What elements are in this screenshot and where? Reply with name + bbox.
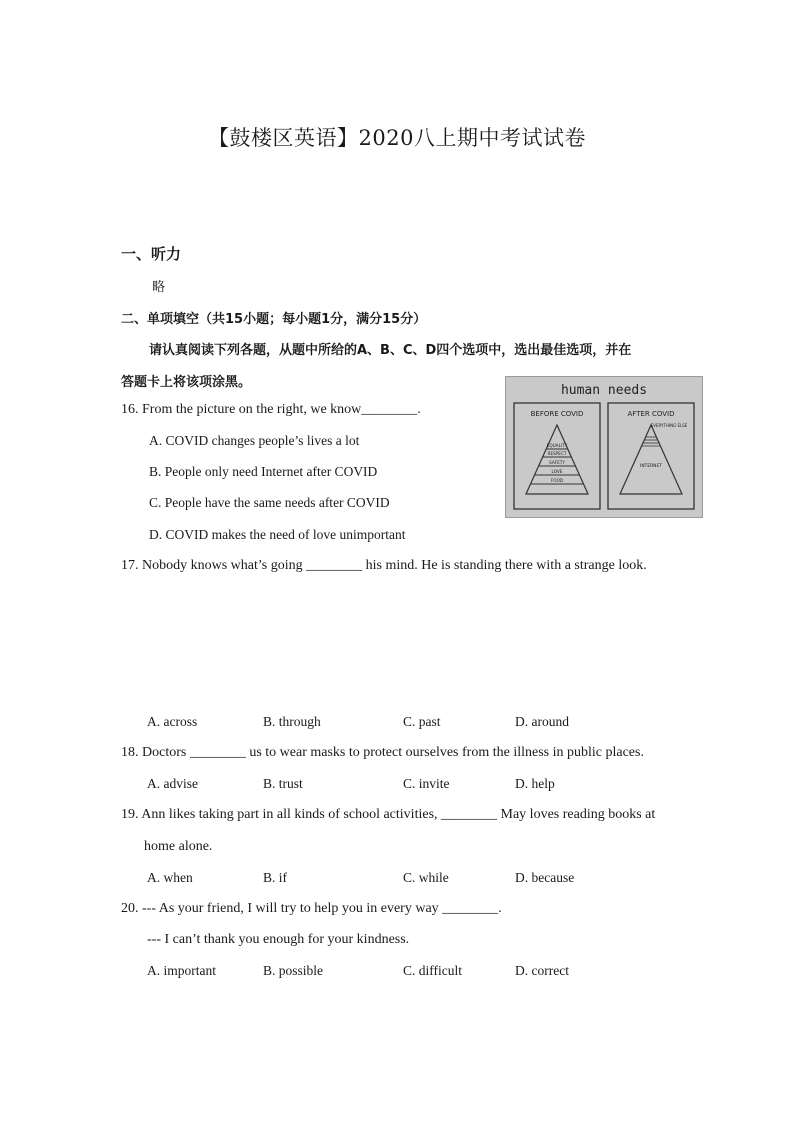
level-equality: EQUALITY [546,443,568,448]
question-19-option-b[interactable]: B. if [263,870,288,885]
level-food: FOOD [550,478,564,483]
question-20-stem-cont: --- I can’t thank you enough for your kindness. [147,932,410,947]
question-18-stem: 18. Doctors ________ us to wear masks to protect ourselves from the illness in public places. [121,745,644,760]
question-16-stem: 16. From the picture on the right, we know________. [121,402,421,417]
question-18-option-a[interactable]: A. advise [147,776,198,791]
question-17-option-b[interactable]: B. through [263,714,321,729]
question-18-option-b[interactable]: B. trust [263,776,303,791]
section-2-heading: 二、单项填空（共15小题；每小题1分，满分15分） [121,312,427,327]
level-everything-else: EVERYTHING ELSE [650,423,688,428]
question-18-option-c[interactable]: C. invite [403,776,450,791]
question-19-stem-cont: home alone. [144,839,213,854]
section-1-heading: 一、听力 [121,245,182,263]
question-17-option-a[interactable]: A. across [147,714,198,729]
question-20-option-d[interactable]: D. correct [515,963,569,978]
section-2-instruction: 请认真阅读下列各题，从题中所给的A、B、C、D四个选项中，选出最佳选项，并在 [149,343,632,358]
human-needs-figure [505,376,703,518]
level-love: LOVE [551,469,563,474]
question-16-option-c[interactable]: C. People have the same needs after COVID [149,495,390,510]
section-1-body: 略 [152,280,166,295]
question-16-option-b[interactable]: B. People only need Internet after COVID [149,464,378,479]
question-20-option-c[interactable]: C. difficult [403,963,462,978]
question-17-stem: 17. Nobody knows what’s going ________ his mind. He is standing there with a strange look. [121,558,647,573]
question-16-option-d[interactable]: D. COVID makes the need of love unimportant [149,527,406,542]
question-19-option-a[interactable]: A. when [147,870,193,885]
question-20-stem: 20. --- As your friend, I will try to help you in every way ________. [121,901,502,916]
figure-title: human needs [560,383,648,398]
question-17-option-d[interactable]: D. around [515,714,569,729]
section-2-instruction-cont: 答题卡上将该项涂黑。 [121,375,252,390]
before-covid-label: BEFORE COVID [530,410,584,418]
page-title: 【鼓楼区英语】2020八上期中考试试卷 [208,126,586,150]
question-17-option-c[interactable]: C. past [403,714,441,729]
level-safety: SAFETY [549,460,565,465]
level-internet: INTERNET [640,464,662,469]
level-respect: RESPECT [547,451,567,456]
question-19-option-c[interactable]: C. while [403,870,449,885]
question-16-option-a[interactable]: A. COVID changes people’s lives a lot [149,433,360,448]
question-19-stem: 19. Ann likes taking part in all kinds of school activities, ________ May loves reading books at [121,807,656,822]
question-19-option-d[interactable]: D. because [515,870,575,885]
question-20-option-a[interactable]: A. important [147,963,216,978]
question-18-option-d[interactable]: D. help [515,776,555,791]
human-needs-drawing [506,377,702,517]
question-20-option-b[interactable]: B. possible [263,963,324,978]
after-covid-label: AFTER COVID [627,410,675,418]
